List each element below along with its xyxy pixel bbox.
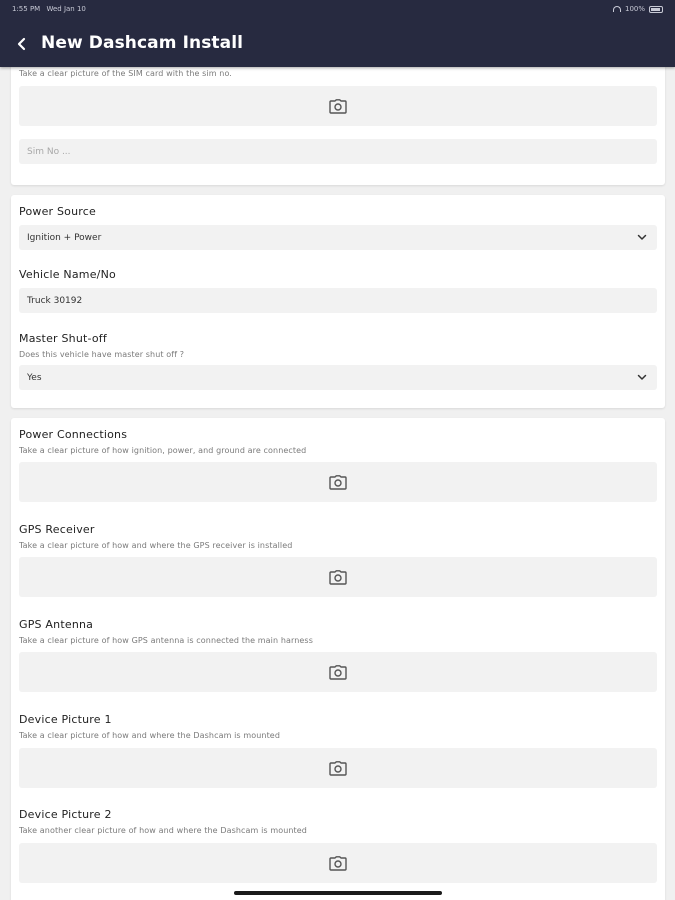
status-indicators [613,5,663,13]
gps-antenna-hint: Take a clear picture of how GPS antenna is connected the main harness [19,636,313,645]
camera-icon [329,856,347,871]
chevron-down-icon [637,233,647,243]
battery-icon [649,6,663,13]
gps-antenna-photo-button[interactable] [19,652,657,692]
gps-receiver-hint: Take a clear picture of how and where the GPS receiver is installed [19,541,293,550]
master-shutoff-value: Yes [27,372,42,383]
device-picture-1-label: Device Picture 1 [19,713,112,726]
vehicle-info-section [11,195,665,408]
camera-icon [329,570,347,585]
vehicle-name-label: Vehicle Name/No [19,268,116,281]
gps-receiver-label: GPS Receiver [19,523,95,536]
vehicle-name-value: Truck 30192 [27,295,83,306]
vehicle-name-field[interactable] [19,288,657,313]
status-date-text: Wed Jan 10 [46,5,86,13]
camera-icon [329,665,347,680]
gps-receiver-photo-button[interactable] [19,557,657,597]
device-picture-2-hint: Take another clear picture of how and where the Dashcam is mounted [19,826,307,835]
power-source-label: Power Source [19,205,96,218]
power-source-value: Ignition + Power [27,232,102,243]
battery-percent: 100% [624,5,645,13]
sim-no-field[interactable] [19,139,657,164]
power-connections-hint: Take a clear picture of how ignition, power, and ground are connected [19,446,307,455]
sim-card-section [11,52,665,185]
page-title: New Dashcam Install [41,33,244,53]
sim-card-photo-button[interactable] [19,86,657,126]
power-connections-photo-button[interactable] [19,462,657,502]
sim-no-input[interactable] [27,142,627,162]
device-picture-2-label: Device Picture 2 [19,808,112,821]
master-shutoff-select[interactable] [19,365,657,390]
status-bar [0,0,675,18]
sim-card-hint: Take a clear picture of the SIM card with the sim no. [19,69,232,78]
installation-photos-section [11,418,665,900]
camera-icon [329,99,347,114]
status-time-text: 1:55 PM [12,5,41,13]
app-header [0,0,675,67]
gps-antenna-label: GPS Antenna [19,618,94,631]
power-connections-label: Power Connections [19,428,128,441]
home-indicator[interactable] [234,891,442,895]
master-shutoff-hint: Does this vehicle have master shut off ? [19,350,185,359]
device-picture-2-photo-button[interactable] [19,843,657,883]
chevron-left-icon [16,37,28,51]
camera-icon [329,761,347,776]
status-time [12,5,86,13]
master-shutoff-label: Master Shut-off [19,332,107,345]
device-picture-1-photo-button[interactable] [19,748,657,788]
camera-icon [329,475,347,490]
wifi-icon [613,6,621,12]
back-button[interactable] [12,34,32,54]
chevron-down-icon [637,373,647,383]
device-picture-1-hint: Take a clear picture of how and where the Dashcam is mounted [19,731,281,740]
power-source-select[interactable] [19,225,657,250]
